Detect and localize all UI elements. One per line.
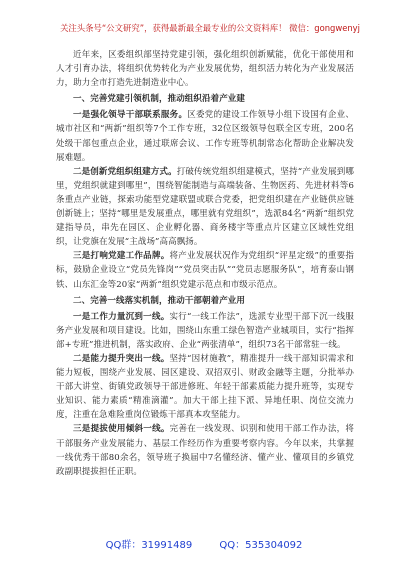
qq-group-number: QQ群：31991489: [105, 540, 193, 551]
paragraph-3: [56, 249, 354, 291]
paragraph-1-lead: 一是强化领导干部联系服务。: [73, 110, 188, 121]
intro-paragraph: 近年来，区委组织部坚持党建引领，强化组织创新赋能，优化干部使用和人才引育办法，将组织优势转化为产业发展优势，组织活力转化为产业发展活力，助力全市打造先进制造业中心。: [56, 50, 354, 89]
paragraph-4-lead: 一是工作力量沉到一线。: [73, 311, 170, 322]
contact-footer: [0, 536, 408, 551]
section-heading-2: 二、完善一线落实机制，推动干部朝着产业用: [73, 295, 246, 306]
paragraph-3-text: 将产业发展状况作为党组织“评星定级”的重要指标，鼓励企业设立“党员先锋岗”“党员突击队”“党员志愿服务队”，培育泰山钢铁、山东汇金等20家“两新”组织党建示范点和市级示范点。: [56, 251, 354, 290]
paragraph-5-text: 坚持“因材施教”，精准提升一线干部知识需求和能力短板，围绕产业发展、园区建设、双招双引、财政金融等主题，分批举办干部大讲堂、街镇党政领导干部进修班、年轻干部素质能力提升班等，实现专业知识、能力素质“精准滴灌”。加大干部上挂下派、异地任职、岗位交流力度，注重在急难险重岗位锻炼干部真本攻坚能力。: [56, 353, 354, 421]
paragraph-2-lead: 二是创新党组织组建方式。: [73, 166, 177, 177]
section-heading-1: 一、完善党建引领机制，推动组织沿着产业建: [73, 94, 246, 105]
paragraph-1: [56, 108, 354, 164]
qq-number: QQ：535304092: [219, 540, 303, 551]
paragraph-2-text: 打破传统党组织组建模式，坚持“产业发展到哪里，党组织就建到哪里”，围绕智能制造与高端装备、生物医药、先进材料等6条重点产业链，探索功能型党建联盟或联合党委，把党组织建在产业链供应链创新链上；坚持“哪里是发展重点，哪里就有党组织”，选派84名“两新”组织党建指导员，串先在园区、企业孵化器、商务楼宇等重点片区建立区域性党组织，让党旗在发展“主战场”高高飘扬。: [56, 166, 355, 248]
paragraph-2: [56, 165, 354, 250]
paragraph-4: [56, 310, 354, 352]
paragraph-6-text: 完善在一线发现、识别和使用干部工作办法，将干部服务产业发展能力、基层工作经历作为重要考察内容。今年以来，共掌握一线优秀干部80余名，领导班子换届中7名懂经济、懂产业、懂项目的乡镇党政副职提拔担任正职。: [56, 424, 354, 477]
promo-banner: 关注头条号“公文研究”，获得最新最全最专业的公文资料库！ 微信：gongwenyj: [60, 23, 360, 33]
paragraph-6: [56, 422, 354, 478]
paragraph-4-text: 实行“一线工作法”，选派专业型干部下沉一线服务产业发展和项目建设。比如，围绕山东重工绿色智造产业城项目，实行“指挥部+专班”推进机制，落实政府、企业“两张清单”，组织73名干部常驻一线。: [56, 311, 354, 350]
article-body: [56, 48, 354, 479]
paragraph-5-lead: 二是能力提升突出一线。: [73, 353, 170, 364]
paragraph-5: [56, 352, 354, 422]
paragraph-1-text: 区委党的建设工作领导小组下设国有企业、城市社区和“两新”组织等7个工作专班，32位区级领导包联全区专班，200名处级干部包重点企业，通过联席会议、工作专班等机制常态化帮助企业解决发展难题。: [56, 110, 354, 163]
paragraph-3-lead: 三是打响党建工作品牌。: [73, 251, 170, 262]
paragraph-6-lead: 三是提拔使用倾斜一线。: [73, 424, 170, 435]
